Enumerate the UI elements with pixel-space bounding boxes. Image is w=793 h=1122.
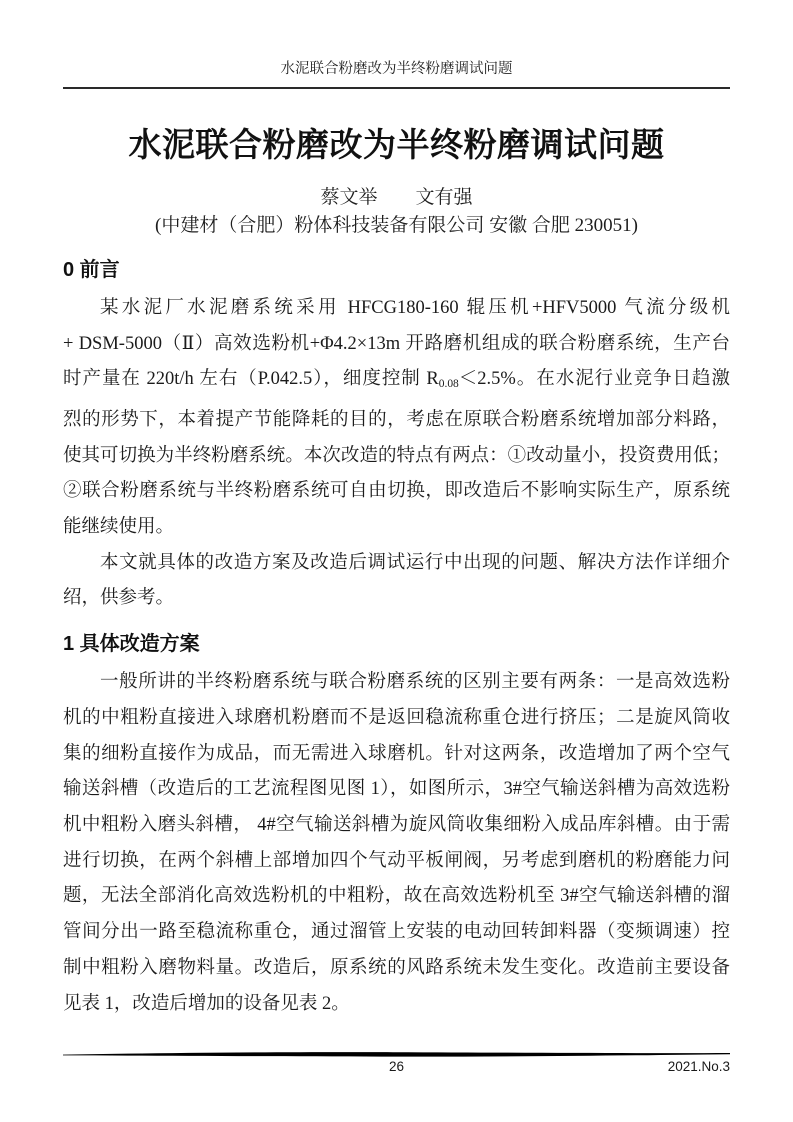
article-title: 水泥联合粉磨改为半终粉磨调试问题: [128, 126, 665, 163]
section-heading-0: 0 前言: [63, 259, 120, 281]
footer-rule: [63, 1050, 730, 1058]
body-line: 制中粗粉入磨物料量。改造后，原系统的风路系统未发生变化。改造前主要设备: [63, 957, 730, 978]
body-line: 使其可切换为半终粉磨系统。本次改造的特点有两点：①改动量小，投资费用低；: [63, 445, 730, 466]
body-line: 见表 1，改造后增加的设备见表 2。: [63, 993, 350, 1014]
body-line: [63, 362, 730, 403]
page-footer: [63, 1050, 730, 1090]
body-line: + DSM-5000（Ⅱ）高效选粉机+Φ4.2×13m 开路磨机组成的联合粉磨系统，生产台: [63, 333, 730, 354]
body-line: 某水泥厂水泥磨系统采用 HFCG180-160 辊压机+HFV5000 气流分级机: [100, 298, 730, 318]
body-line: 集的细粉直接作为成品，而无需进入球磨机。针对这两条，改造增加了两个空气: [63, 743, 730, 764]
body-line: 烈的形势下，本着提产节能降耗的目的，考虑在原联合粉磨系统增加部分料路，: [63, 409, 730, 430]
running-head: 水泥联合粉磨改为半终粉磨调试问题: [280, 61, 513, 77]
body-line: 本文就具体的改造方案及改造后调试运行中出现的问题、解决方法作详细介: [100, 552, 730, 573]
paragraph-scheme: [63, 665, 730, 1022]
body-line: 管间分出一路至稳流称重仓，通过溜管上安装的电动回转卸料器（变频调速）控: [63, 922, 730, 943]
authors: 蔡文举 文有强: [320, 187, 473, 208]
body-line: 机中粗粉入磨头斜槽， 4#空气输送斜槽为旋风筒收集细粉入成品库斜槽。由于需: [63, 815, 730, 835]
affiliation: (中建材（合肥）粉体科技装备有限公司 安徽 合肥 230051): [155, 215, 638, 236]
subscript-fineness: 0.08: [438, 378, 459, 391]
footer-row: [63, 1059, 730, 1079]
paragraph-intro-1: [63, 291, 730, 546]
body-line: 能继续使用。: [63, 517, 175, 538]
header-rule: [63, 87, 730, 89]
body-line: 绍，供参考。: [63, 588, 175, 609]
body-line: 机的中粗粉直接进入球磨机粉磨而不是返回稳流称重仓进行挤压；二是旋风筒收: [63, 707, 730, 728]
body-line: ②联合粉磨系统与半终粉磨系统可自由切换，即改造后不影响实际生产，原系统: [63, 481, 730, 502]
body-text: 时产量在 220t/h 左右（P.042.5），细度控制 R: [63, 369, 439, 390]
paragraph-intro-2: [63, 546, 730, 617]
section-heading-1: 1 具体改造方案: [63, 633, 200, 656]
issue-number: 2021.No.3: [667, 1059, 730, 1074]
body-line: 输送斜槽（改造后的工艺流程图见图 1），如图所示，3#空气输送斜槽为高效选粉: [63, 779, 730, 800]
body-line: 进行切换，在两个斜槽上部增加四个气动平板闸阀，另考虑到磨机的粉磨能力问: [63, 850, 730, 871]
page-number: 26: [388, 1059, 405, 1074]
body-line: 题，无法全部消化高效选粉机的中粗粉，故在高效选粉机至 3#空气输送斜槽的溜: [63, 886, 730, 907]
body-text: ＜2.5%。在水泥行业竞争日趋激: [458, 369, 730, 390]
body-line: 一般所讲的半终粉磨系统与联合粉磨系统的区别主要有两条：一是高效选粉: [100, 672, 730, 693]
